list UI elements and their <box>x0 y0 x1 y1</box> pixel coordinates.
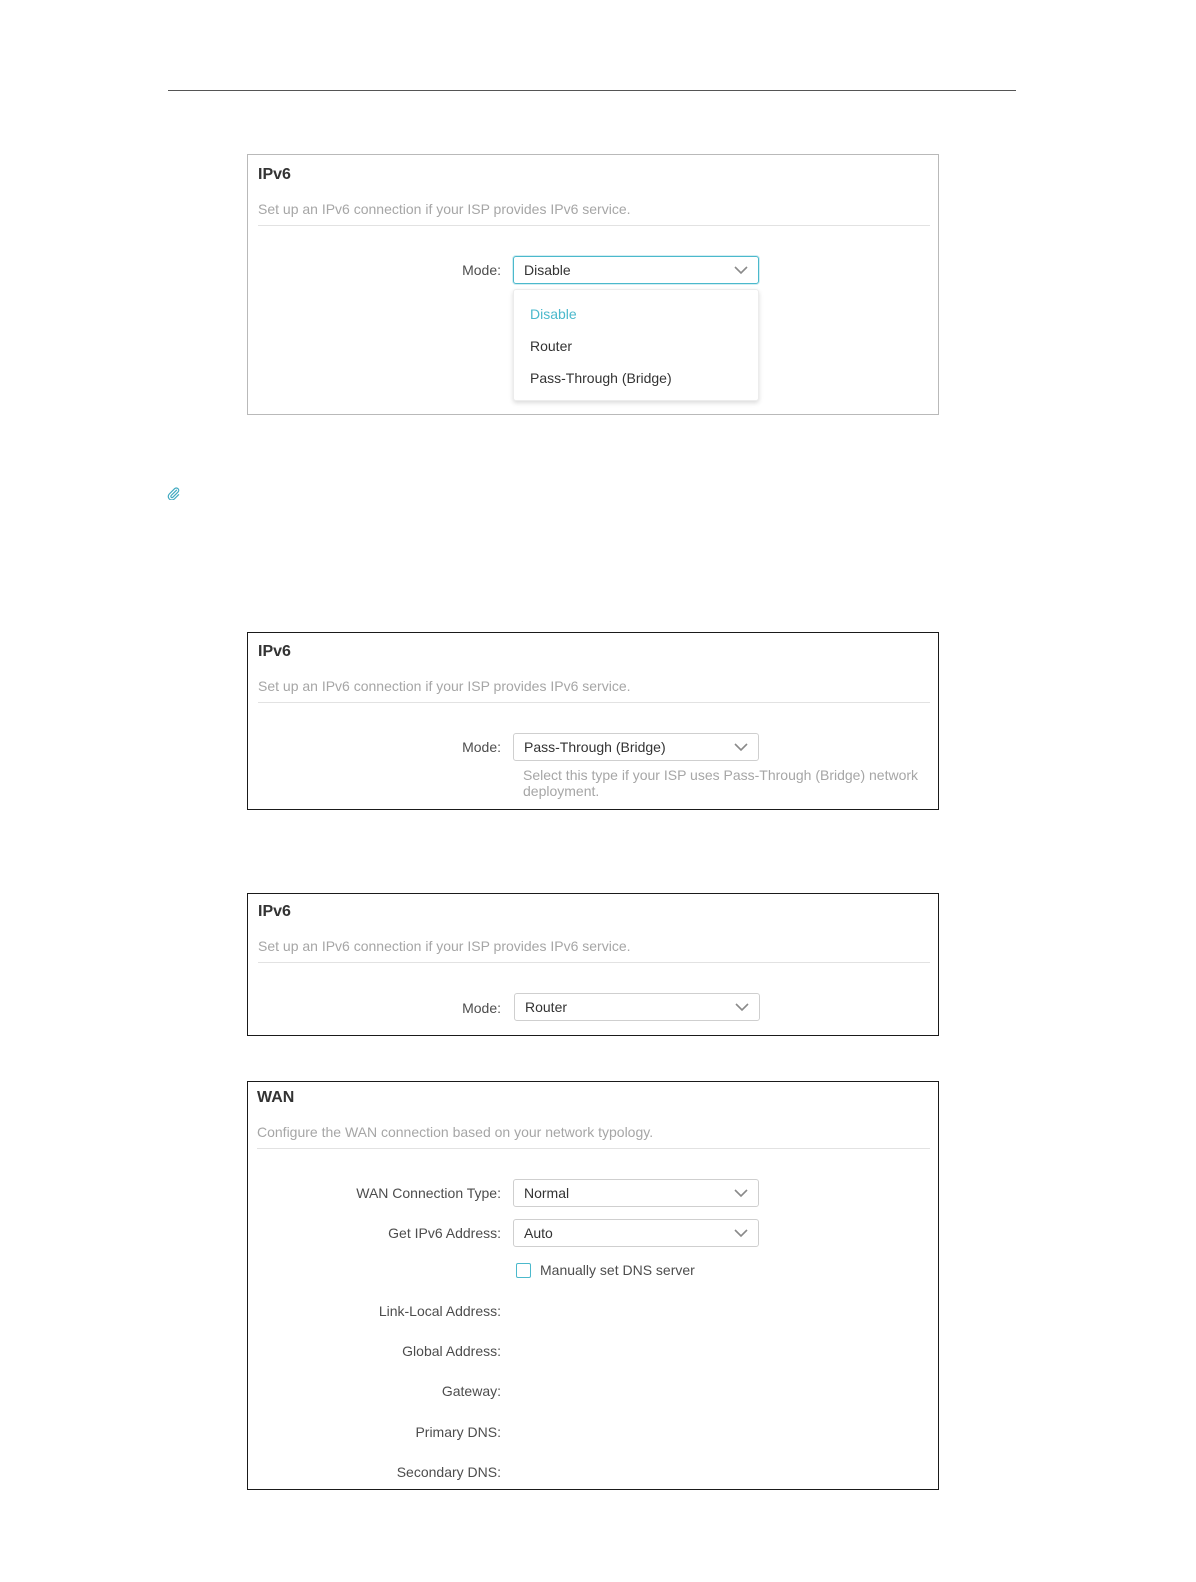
secondary-dns-label: Secondary DNS: <box>396 1464 501 1480</box>
panel-description: Set up an IPv6 connection if your ISP provides IPv6 service. <box>258 201 631 217</box>
panel-title: IPv6 <box>258 166 291 183</box>
ipv6-panel-pass-through <box>247 632 939 810</box>
manual-dns-checkbox[interactable] <box>516 1263 531 1278</box>
page-top-rule <box>168 90 1016 91</box>
panel-title: IPv6 <box>258 903 291 920</box>
ipv6-panel-disable <box>247 154 939 415</box>
panel-description: Configure the WAN connection based on your network typology. <box>257 1124 654 1140</box>
chevron-down-icon <box>734 1228 748 1238</box>
mode-label: Mode: <box>462 262 501 278</box>
link-local-address-label: Link-Local Address: <box>378 1303 501 1319</box>
mode-label: Mode: <box>462 739 501 755</box>
mode-option-pass-through[interactable]: Pass-Through (Bridge) <box>530 370 672 386</box>
chevron-down-icon <box>734 265 748 275</box>
chevron-down-icon <box>734 1188 748 1198</box>
panel-divider <box>257 1148 930 1149</box>
global-address-label: Global Address: <box>402 1343 501 1359</box>
mode-option-router[interactable]: Router <box>530 338 573 354</box>
mode-option-disable[interactable]: Disable <box>530 306 577 322</box>
wan-connection-type-select[interactable] <box>513 1179 759 1207</box>
mode-hint: Select this type if your ISP uses Pass-Through (Bridge) network deployment. <box>523 767 919 799</box>
chevron-down-icon <box>734 742 748 752</box>
mode-select[interactable] <box>513 256 759 284</box>
mode-label: Mode: <box>462 1000 501 1016</box>
mode-select-value: Disable <box>524 262 571 278</box>
get-ipv6-address-select[interactable] <box>513 1219 759 1247</box>
panel-title: IPv6 <box>258 643 291 660</box>
mode-select[interactable] <box>513 733 759 761</box>
panel-divider <box>258 962 930 963</box>
wan-connection-type-value: Normal <box>524 1185 570 1201</box>
wan-connection-type-label: WAN Connection Type: <box>356 1185 501 1201</box>
chevron-down-icon <box>735 1002 749 1012</box>
mode-select[interactable] <box>514 993 760 1021</box>
mode-select-value: Router <box>525 999 568 1015</box>
primary-dns-label: Primary DNS: <box>415 1424 501 1440</box>
manual-dns-label: Manually set DNS server <box>540 1262 695 1278</box>
manual-dns-row <box>516 1262 695 1278</box>
wan-panel <box>247 1081 939 1490</box>
panel-description: Set up an IPv6 connection if your ISP provides IPv6 service. <box>258 678 631 694</box>
get-ipv6-address-label: Get IPv6 Address: <box>388 1225 501 1241</box>
get-ipv6-address-value: Auto <box>524 1225 553 1241</box>
panel-title: WAN <box>257 1089 295 1106</box>
panel-divider <box>258 702 930 703</box>
panel-divider <box>258 225 930 226</box>
mode-dropdown-menu <box>513 289 759 401</box>
gateway-label: Gateway: <box>441 1383 501 1399</box>
paperclip-icon <box>167 487 180 500</box>
mode-select-value: Pass-Through (Bridge) <box>524 739 666 755</box>
panel-description: Set up an IPv6 connection if your ISP provides IPv6 service. <box>258 938 631 954</box>
ipv6-panel-router <box>247 893 939 1036</box>
